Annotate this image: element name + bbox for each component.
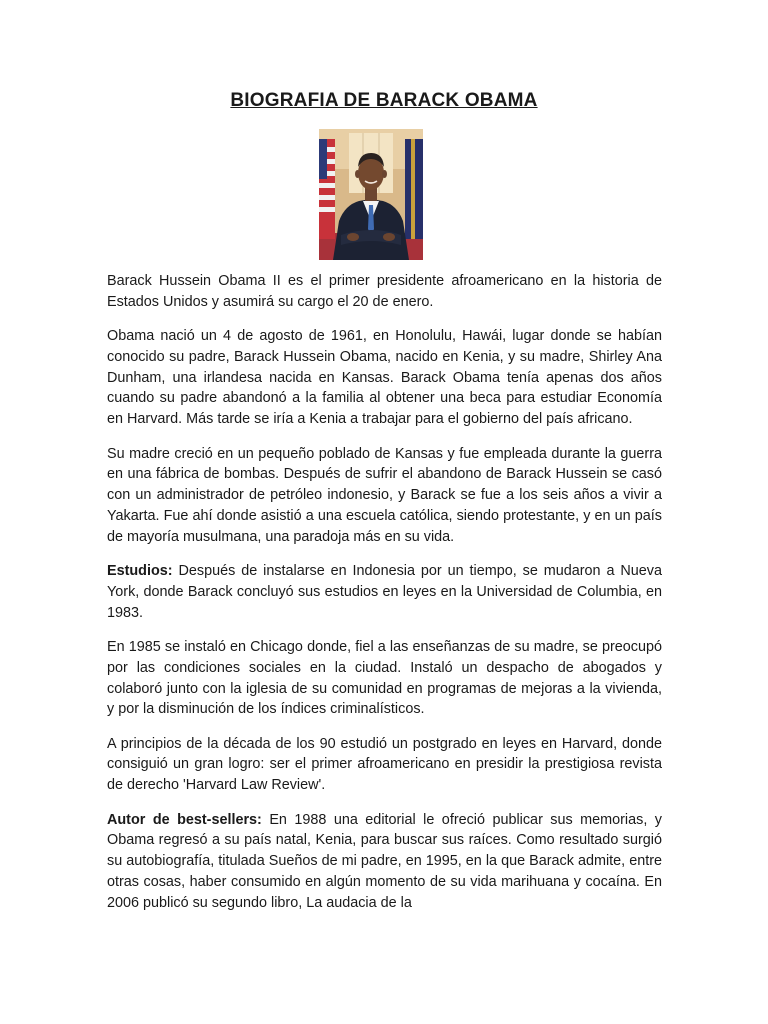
paragraph	[107, 444, 662, 548]
paragraph-text: En 1985 se instaló en Chicago donde, fiel a las enseñanzas de su madre, se preocupó por las condiciones sociales en la ciudad. Instaló un despacho de abogados y colaboró junto con la iglesia de su comunidad en programas de mejoras a la vivienda, y por la disminución de los índices criminalísticos.	[107, 638, 662, 718]
paragraph-text: En 1988 una editorial le ofreció publicar sus memorias, y Obama regresó a su país natal, Kenia, para buscar sus raíces. Como resultado surgió su autobiografía, titulada Sueños de mi padre, en 1995, en la que Barack admite, entre otras cosas, haber consumido en algún momento de su vida marihuana y cocaína. En 2006 publicó su segundo libro, La audacia de la	[107, 811, 662, 911]
paragraph-text: A principios de la década de los 90 estudió un postgrado en leyes en Harvard, donde consiguió un gran logro: ser el primer afroamericano en presidir la prestigiosa revista de derecho 'Harvard Law Review'.	[107, 735, 662, 794]
paragraph	[107, 810, 662, 914]
paragraph	[107, 637, 662, 720]
portrait-photo	[319, 129, 423, 260]
document-title: BIOGRAFIA DE BARACK OBAMA	[230, 90, 538, 111]
paragraph	[107, 734, 662, 796]
paragraph	[107, 271, 662, 313]
paragraph-lead: Autor de best-sellers:	[107, 811, 262, 828]
paragraph-text: Obama nació un 4 de agosto de 1961, en Honolulu, Hawái, lugar donde se habían conocido su padre, Barack Hussein Obama, nacido en Kenia, y su madre, Shirley Ana Dunham, una irlandesa nacida en Kansas. Barack Obama tenía apenas dos años cuando su padre abandonó a la familia al obtener una beca para estudiar Economía en Harvard. Más tarde se iría a Kenia a trabajar para el gobierno del país africano.	[107, 328, 662, 428]
paragraph-text: Su madre creció en un pequeño poblado de Kansas y fue empleada durante la guerra en una fábrica de bombas. Después de sufrir el abandono de Barack Hussein se casó con un administrador de petróleo indonesio, y Barack se fue a los seis años a vivir a Yakarta. Fue ahí donde asistió a una escuela católica, siendo protestante, y en un país de mayoría musulmana, una paradoja más en su vida.	[107, 445, 662, 545]
paragraph	[107, 561, 662, 623]
document-body	[107, 271, 662, 927]
paragraph	[107, 326, 662, 430]
paragraph-lead: Estudios:	[107, 563, 173, 580]
paragraph-text: Después de instalarse en Indonesia por un tiempo, se mudaron a Nueva York, donde Barack concluyó sus estudios en leyes en la Universidad de Columbia, en 1983.	[107, 563, 662, 621]
paragraph-text: Barack Hussein Obama II es el primer presidente afroamericano en la historia de Estados Unidos y asumirá su cargo el 20 de enero.	[107, 273, 662, 310]
